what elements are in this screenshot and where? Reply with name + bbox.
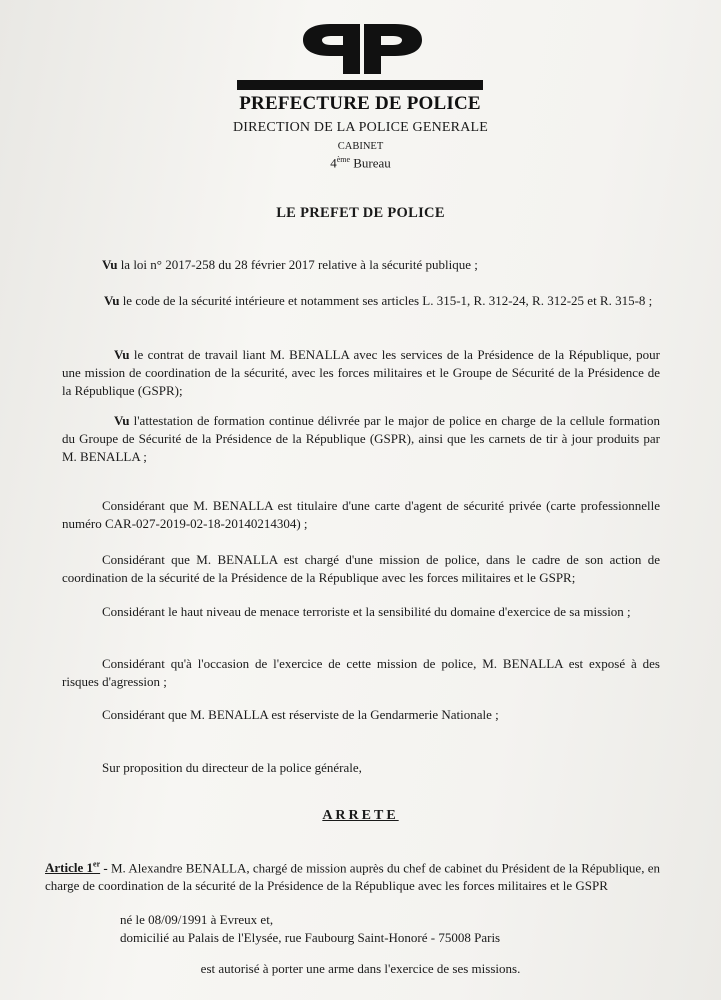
- prefecture-logo: [235, 18, 485, 113]
- considerant-paragraph: [62, 603, 660, 621]
- visa-paragraph: [62, 256, 660, 274]
- article-domicile-line: domicilié au Palais de l'Elysée, rue Faubourg Saint-Honoré - 75008 Paris: [120, 930, 501, 945]
- considerant-paragraph: [62, 551, 660, 587]
- article-paragraph: [45, 856, 660, 895]
- visa-text: le code de la sécurité intérieure et notamment ses articles L. 315-1, R. 312-24, R. 312-25 et R. 315-8 ;: [119, 293, 653, 308]
- considerant-text: Considérant que M. BENALLA est chargé d'une mission de police, dans le cadre de son action de coordination de la sécurité de la Présidence de la République avec les forces militaires et le GSPR;: [62, 552, 660, 585]
- considerant-text: Considérant le haut niveau de menace terroriste et la sensibilité du domaine d'exercice de sa mission ;: [102, 604, 631, 619]
- proposition-paragraph: [62, 759, 660, 777]
- visa-keyword: Vu: [102, 257, 118, 272]
- considerant-paragraph: [62, 706, 660, 724]
- article-separator: -: [100, 860, 108, 876]
- arrete-heading: [0, 808, 721, 824]
- considerant-text: Considérant que M. BENALLA est réserviste de la Gendarmerie Nationale ;: [102, 707, 499, 722]
- pp-monogram-icon: [235, 18, 485, 98]
- visa-keyword: Vu: [114, 347, 130, 362]
- visa-paragraph: [62, 346, 660, 400]
- visa-text: le contrat de travail liant M. BENALLA avec les services de la Présidence de la République, pour une mission de coordination de la sécurité, avec les forces militaires et le Groupe de Sécurité de la Présidence de la République (GSPR);: [62, 347, 660, 398]
- document-title: LE PREFET DE POLICE: [276, 205, 445, 221]
- bureau-superscript: ème: [336, 155, 351, 164]
- bureau-heading: [0, 155, 721, 171]
- visa-paragraph: [62, 292, 660, 310]
- article-text: M. Alexandre BENALLA, chargé de mission auprès du chef de cabinet du Président de la République, en charge de coordination de la sécurité de la Présidence de la République avec les forces militaires et le GSPR: [45, 860, 660, 894]
- article-label: [45, 860, 100, 875]
- bureau-number: 4: [330, 155, 337, 171]
- considerant-text: Considérant qu'à l'occasion de l'exercice de cette mission de police, M. BENALLA est exposé à des risques d'agression ;: [62, 656, 660, 689]
- visa-text: la loi n° 2017-258 du 28 février 2017 relative à la sécurité publique ;: [117, 257, 478, 272]
- logo-wordmark: PREFECTURE DE POLICE: [239, 93, 481, 114]
- visa-keyword: Vu: [104, 293, 120, 308]
- visa-keyword: Vu: [114, 413, 130, 428]
- article-authorization-line: est autorisé à porter une arme dans l'exercice de ses missions.: [200, 961, 521, 976]
- direction-heading: DIRECTION DE LA POLICE GENERALE: [232, 120, 489, 135]
- arrete-label: ARRETE: [322, 808, 399, 823]
- article-birth-line: né le 08/09/1991 à Evreux et,: [120, 912, 274, 927]
- article-label-superscript: er: [93, 860, 101, 869]
- bureau-word: Bureau: [353, 155, 391, 171]
- article-label-text: Article 1: [45, 860, 94, 876]
- proposition-text: Sur proposition du directeur de la police générale,: [102, 760, 362, 775]
- visa-text: l'attestation de formation continue délivrée par le major de police en charge de la cellule formation du Groupe de Sécurité de la Présidence de la République (GSPR), ainsi que les carnets de tir à jour produits par M. BENALLA ;: [62, 413, 660, 464]
- visa-paragraph: [62, 412, 660, 466]
- considerant-paragraph: [62, 497, 660, 533]
- cabinet-heading: CABINET: [337, 141, 384, 152]
- considerant-text: Considérant que M. BENALLA est titulaire d'une carte d'agent de sécurité privée (carte professionnelle numéro CAR-027-2019-02-18-20140214304) ;: [62, 498, 660, 531]
- considerant-paragraph: [62, 655, 660, 691]
